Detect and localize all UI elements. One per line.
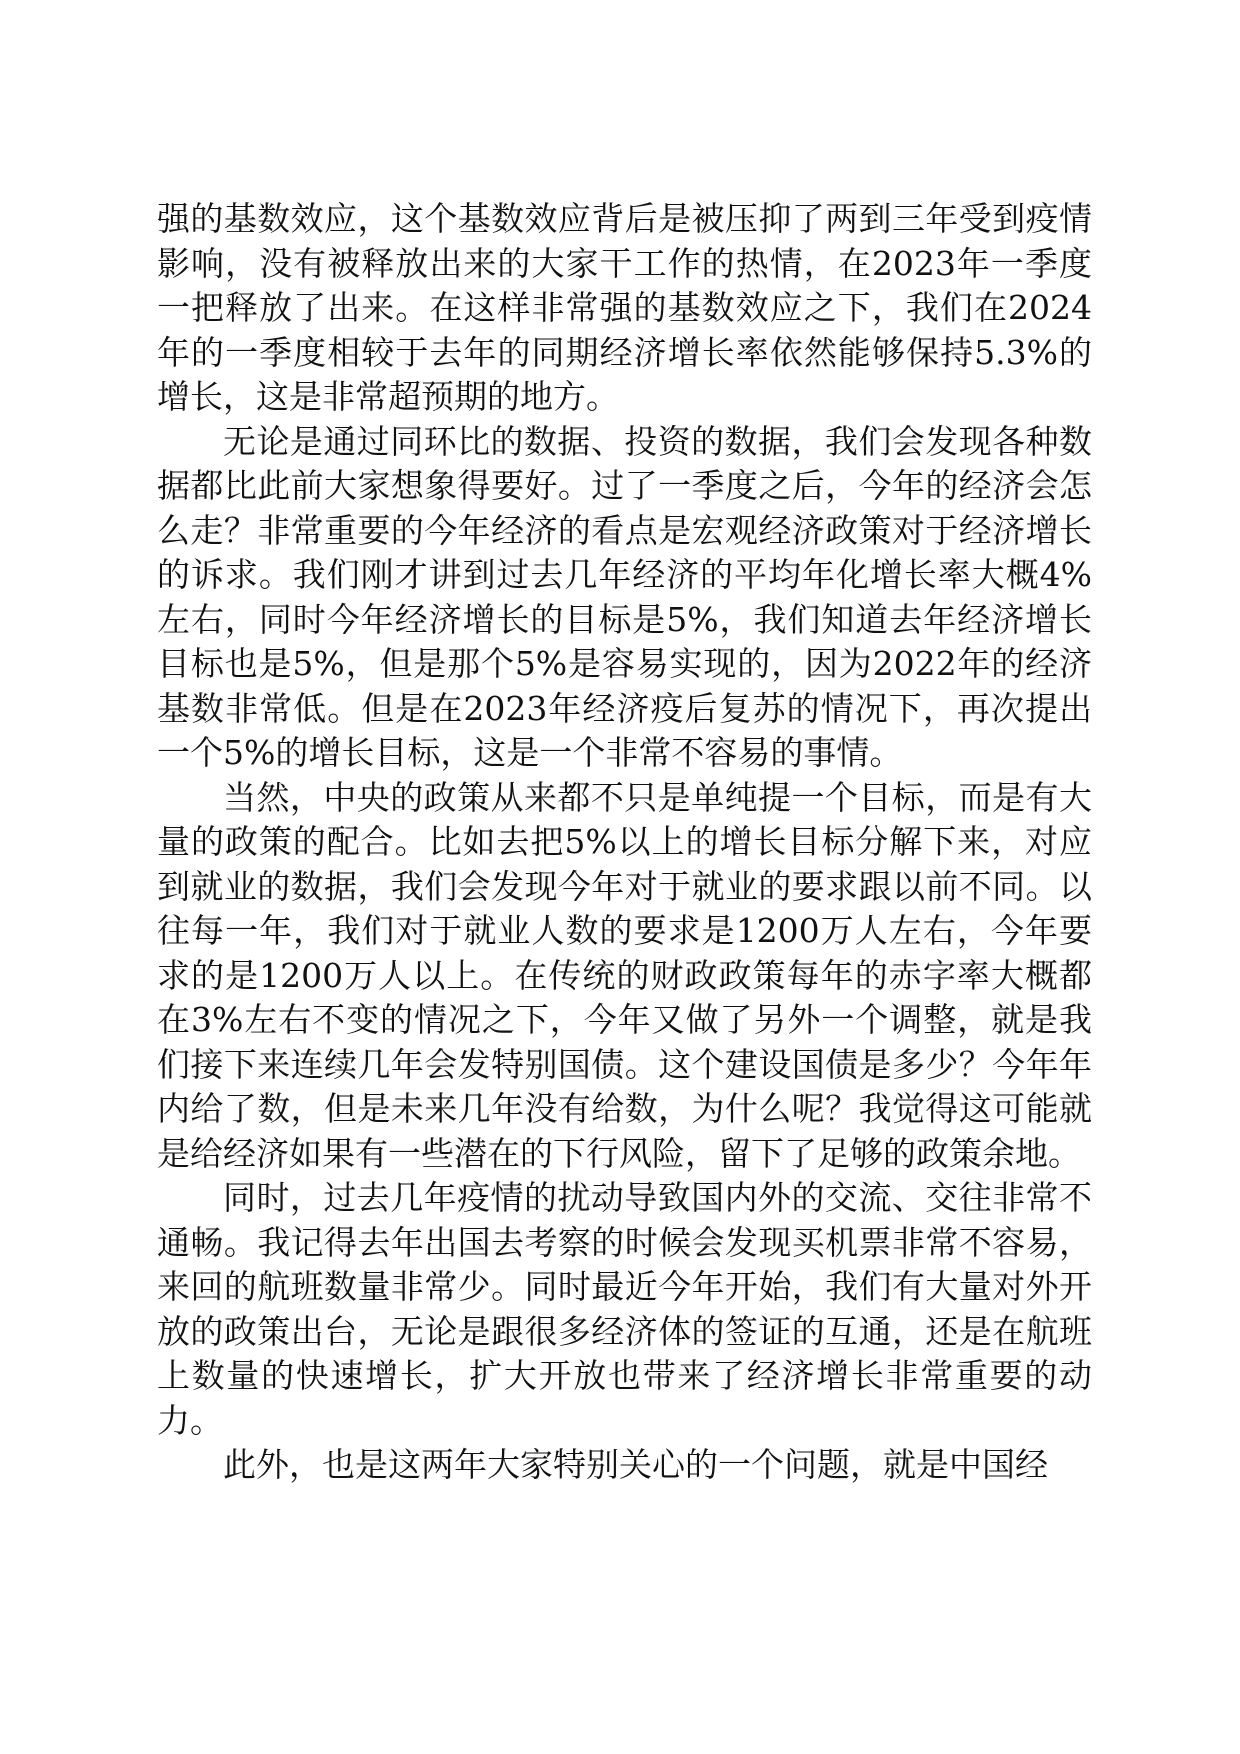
paragraph: 当然，中央的政策从来都不只是单纯提一个目标，而是有大量的政策的配合。比如去把5%以上的增长目标分解下来，对应到就业的数据，我们会发现今年对于就业的要求跟以前不同。以往每一年，我们对于就业人数的要求是1200万人左右，今年要求的是1200万人以上。在传统的财政政策每年的赤字率大概都在3%左右不变的情况之下，今年又做了另外一个调整，就是我们接下来连续几年会发特别国债。这个建设国债是多少？今年年内给了数，但是未来几年没有给数，为什么呢？我觉得这可能就是给经济如果有一些潜在的下行风险，留下了足够的政策余地。 — [157, 777, 1092, 1173]
paragraph-continued: 强的基数效应，这个基数效应背后是被压抑了两到三年受到疫情影响，没有被释放出来的大家干工作的热情，在2023年一季度一把释放了出来。在这样非常强的基数效应之下，我们在2024年的一季度相较于去年的同期经济增长率依然能够保持5.3%的增长，这是非常超预期的地方。 — [157, 199, 1092, 416]
paragraph-truncated: 此外，也是这两年大家特别关心的一个问题，就是中国经 — [223, 1445, 1048, 1484]
body-text — [157, 197, 1092, 1488]
paragraph: 无论是通过同环比的数据、投资的数据，我们会发现各种数据都比此前大家想象得要好。过了一季度之后，今年的经济会怎么走？非常重要的今年经济的看点是宏观经济政策对于经济增长的诉求。我们刚才讲到过去几年经济的平均年化增长率大概4%左右，同时今年经济增长的目标是5%，我们知道去年经济增长目标也是5%，但是那个5%是容易实现的，因为2022年的经济基数非常低。但是在2023年经济疫后复苏的情况下，再次提出一个5%的增长目标，这是一个非常不容易的事情。 — [157, 421, 1092, 772]
paragraph: 同时，过去几年疫情的扰动导致国内外的交流、交往非常不通畅。我记得去年出国去考察的时候会发现买机票非常不容易，来回的航班数量非常少。同时最近今年开始，我们有大量对外开放的政策出台，无论是跟很多经济体的签证的互通，还是在航班上数量的快速增长，扩大开放也带来了经济增长非常重要的动力。 — [157, 1178, 1092, 1440]
